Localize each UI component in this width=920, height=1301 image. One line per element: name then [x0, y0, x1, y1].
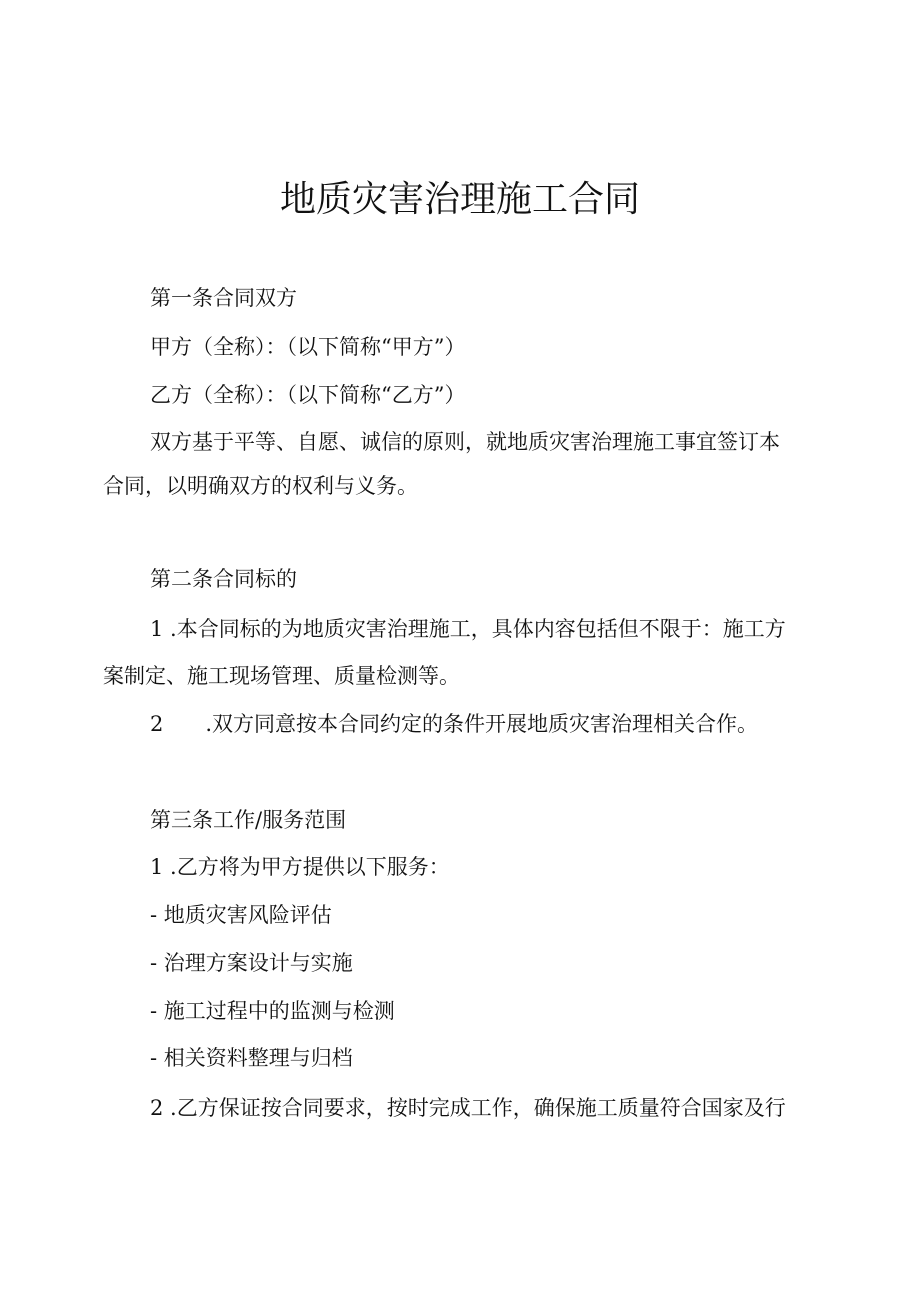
article-2-item-2-text: .双方同意按本合同约定的条件开展地质灾害治理相关合作。 — [205, 712, 759, 736]
article-2-item-2 — [150, 709, 758, 739]
document-title: 地质灾害治理施工合同 — [279, 179, 640, 220]
article-2-item-1-line-1: 1 .本合同标的为地质灾害治理施工，具体内容包括但不限于：施工方 — [150, 617, 786, 641]
service-bullet: - 相关资料整理与归档 — [150, 1046, 353, 1070]
article-3-item-2-line-1: 2 .乙方保证按合同要求，按时完成工作，确保施工质量符合国家及行 — [150, 1096, 786, 1120]
article-2-item-2-number: 2 — [150, 712, 164, 736]
service-bullet: - 地质灾害风险评估 — [150, 903, 332, 927]
article-1-intro-line-1: 双方基于平等、自愿、诚信的原则，就地质灾害治理施工事宜签订本 — [150, 430, 780, 454]
party-b-line: 乙方（全称）：（以下简称“乙方”） — [150, 383, 466, 407]
article-2-item-1-line-2: 案制定、施工现场管理、质量检测等。 — [103, 664, 460, 688]
party-a-line: 甲方（全称）：（以下简称“甲方”） — [150, 335, 466, 359]
article-3-item-1: 1 .乙方将为甲方提供以下服务： — [150, 855, 450, 879]
article-3-heading: 第三条工作/服务范围 — [150, 808, 347, 832]
service-bullet: - 治理方案设计与实施 — [150, 951, 353, 975]
article-2-heading: 第二条合同标的 — [150, 567, 297, 591]
article-1-intro-line-2: 合同，以明确双方的权利与义务。 — [103, 474, 418, 498]
service-bullet: - 施工过程中的监测与检测 — [150, 999, 395, 1023]
article-1-heading: 第一条合同双方 — [150, 286, 297, 310]
